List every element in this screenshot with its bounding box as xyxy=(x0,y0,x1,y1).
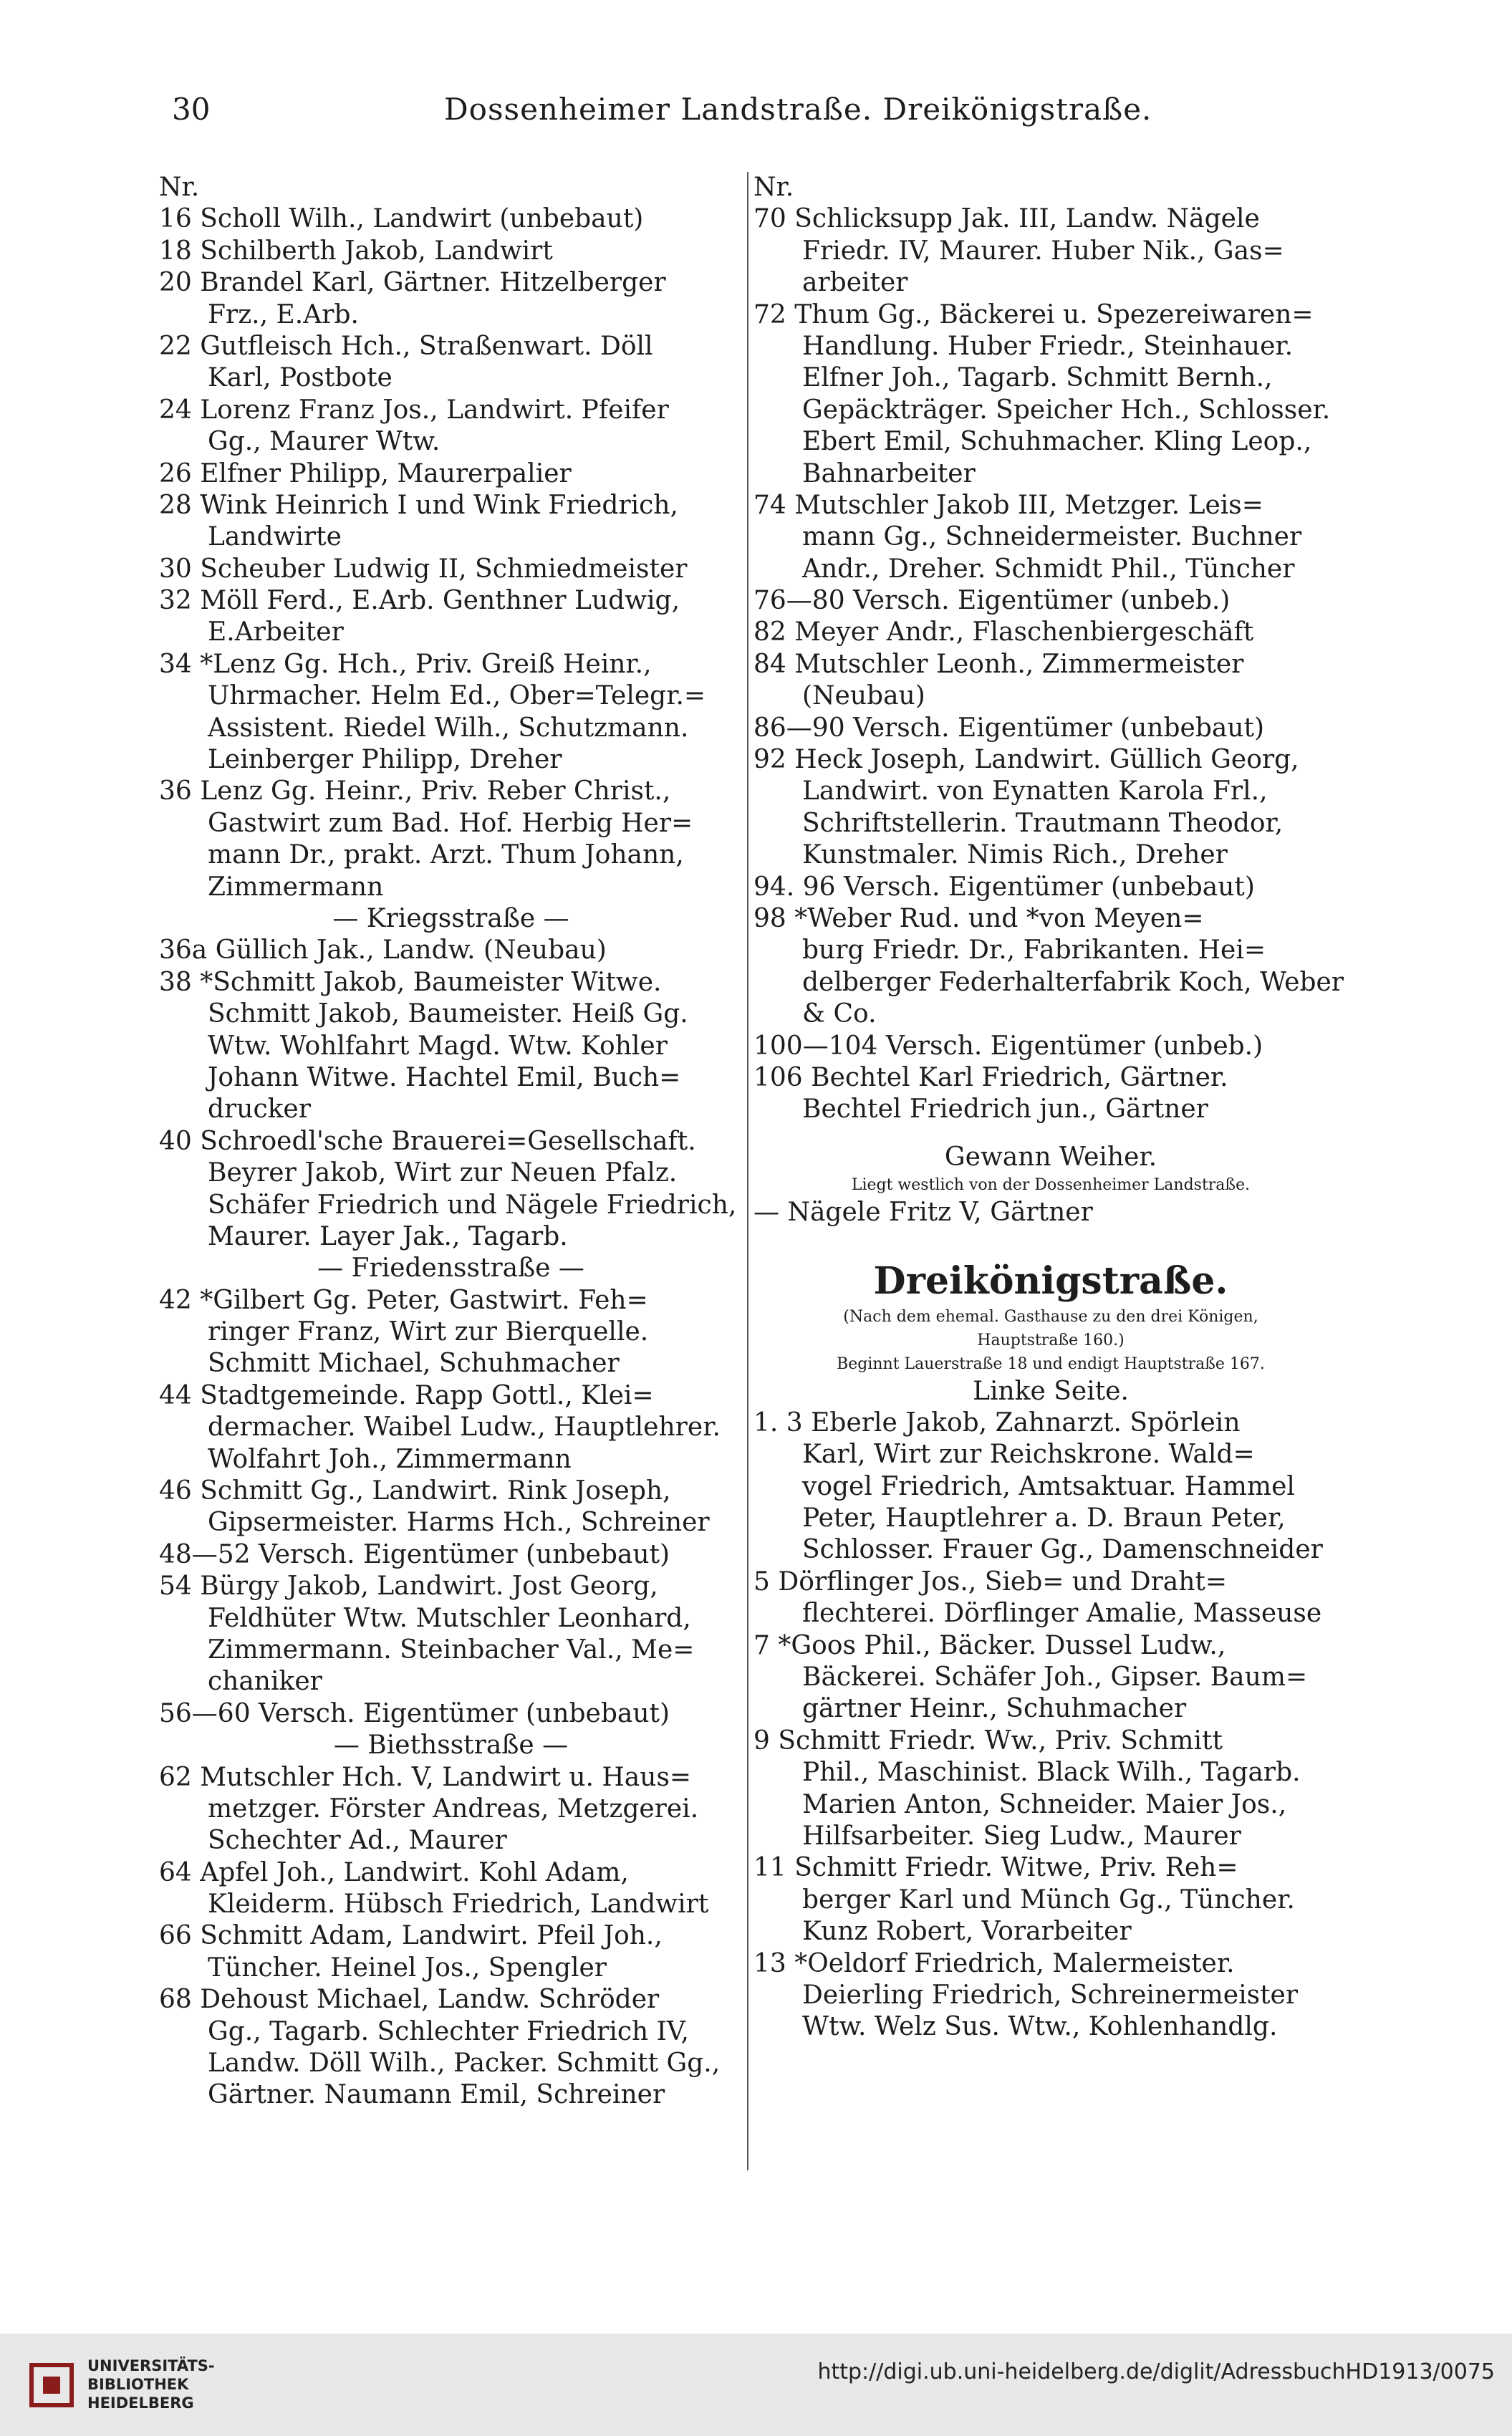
section-heading: Dreikönigstraße. xyxy=(873,1258,1228,1303)
entry-line: Uhrmacher. Helm Ed., Ober=Telegr.= xyxy=(208,681,706,711)
entry-line: — Nägele Fritz V, Gärtner xyxy=(753,1198,1093,1228)
library-name-line: HEIDELBERG xyxy=(87,2394,194,2412)
entry-line: mann Dr., prakt. Arzt. Thum Johann, xyxy=(208,840,684,870)
entry-line: Bahnarbeiter xyxy=(802,458,976,488)
entry-line: 68 Dehoust Michael, Landw. Schröder xyxy=(159,1985,660,2015)
library-name-line: UNIVERSITÄTS- xyxy=(87,2357,215,2374)
entry-line: 13 *Oeldorf Friedrich, Malermeister. xyxy=(753,1948,1235,1978)
entry-line: arbeiter xyxy=(802,268,908,298)
entry-line: 106 Bechtel Karl Friedrich, Gärtner. xyxy=(753,1062,1228,1092)
entry-line: 46 Schmitt Gg., Landwirt. Rink Joseph, xyxy=(159,1476,671,1506)
page-number: 30 xyxy=(172,92,211,127)
entry-line: Gewann Weiher. xyxy=(944,1142,1157,1172)
entry-line: 24 Lorenz Franz Jos., Landwirt. Pfeifer xyxy=(159,395,669,425)
right-column xyxy=(753,172,1348,2043)
entry-line: 42 *Gilbert Gg. Peter, Gastwirt. Feh= xyxy=(159,1285,648,1315)
entry-line: Peter, Hauptlehrer a. D. Braun Peter, xyxy=(802,1503,1286,1534)
entry-line: 20 Brandel Karl, Gärtner. Hitzelberger xyxy=(159,268,666,298)
entry-line: Johann Witwe. Hachtel Emil, Buch= xyxy=(208,1062,681,1092)
library-name-line: BIBLIOTHEK xyxy=(87,2376,189,2393)
entry-line: Liegt westlich von der Dossenheimer Landstraße. xyxy=(851,1176,1251,1195)
entry-line: Hilfsarbeiter. Sieg Ludw., Maurer xyxy=(802,1821,1241,1851)
entry-line: Gepäckträger. Speicher Hch., Schlosser. xyxy=(802,395,1331,425)
entry-line: Kunz Robert, Vorarbeiter xyxy=(802,1917,1132,1947)
entry-line: (Nach dem ehemal. Gasthause zu den drei Königen, xyxy=(843,1307,1258,1326)
entry-line: Landwirt. von Eynatten Karola Frl., xyxy=(802,776,1268,807)
entry-line: dermacher. Waibel Ludw., Hauptlehrer. xyxy=(208,1412,721,1443)
entry-line: 40 Schroedl'sche Brauerei=Gesellschaft. xyxy=(159,1126,696,1156)
entry-line: 72 Thum Gg., Bäckerei u. Spezereiwaren= xyxy=(753,299,1314,329)
entry-line: 54 Bürgy Jakob, Landwirt. Jost Georg, xyxy=(159,1571,658,1602)
entry-line: Beyrer Jakob, Wirt zur Neuen Pfalz. xyxy=(208,1158,678,1188)
entry-line: 86—90 Versch. Eigentümer (unbebaut) xyxy=(753,713,1265,743)
entry-line: Zimmermann xyxy=(208,872,384,902)
entry-line: Karl, Postbote xyxy=(208,363,393,393)
entry-line: Nr. xyxy=(753,173,794,202)
entry-line: Wolfahrt Joh., Zimmermann xyxy=(208,1444,572,1474)
entry-line: Assistent. Riedel Wilh., Schutzmann. xyxy=(208,713,689,743)
entry-line: Frz., E.Arb. xyxy=(208,299,359,329)
entry-line: 74 Mutschler Jakob III, Metzger. Leis= xyxy=(753,490,1263,520)
entry-line: 36 Lenz Gg. Heinr., Priv. Reber Christ., xyxy=(159,776,671,807)
entry-line: Gg., Tagarb. Schlechter Friedrich IV, xyxy=(208,2016,689,2046)
entry-line: Linke Seite. xyxy=(973,1376,1129,1406)
entry-line: Landwirte xyxy=(208,522,342,552)
entry-line: Schmitt Michael, Schuhmacher xyxy=(208,1349,620,1379)
entry-line: Friedr. IV, Maurer. Huber Nik., Gas= xyxy=(802,236,1284,266)
entry-line: 98 *Weber Rud. und *von Meyen= xyxy=(753,903,1204,933)
entry-line: Ebert Emil, Schuhmacher. Kling Leop., xyxy=(802,427,1312,457)
entry-line: — Kriegsstraße — xyxy=(332,903,569,933)
entry-line: Tüncher. Heinel Jos., Spengler xyxy=(208,1953,607,1983)
entry-line: Schmitt Jakob, Baumeister. Heiß Gg. xyxy=(208,999,688,1029)
entry-line: metzger. Förster Andreas, Metzgerei. xyxy=(208,1794,699,1824)
entry-line: — Biethsstraße — xyxy=(333,1730,569,1761)
entry-line: 48—52 Versch. Eigentümer (unbebaut) xyxy=(159,1539,670,1569)
entry-line: 38 *Schmitt Jakob, Baumeister Witwe. xyxy=(159,967,662,997)
entry-line: & Co. xyxy=(802,999,877,1029)
entry-line: drucker xyxy=(208,1094,311,1125)
entry-line: delberger Federhalterfabrik Koch, Weber xyxy=(802,967,1344,997)
entry-line: Elfner Joh., Tagarb. Schmitt Bernh., xyxy=(802,363,1273,393)
library-logo-icon xyxy=(29,2362,74,2408)
spacer xyxy=(753,1229,1348,1245)
entry-line: — Friedensstraße — xyxy=(317,1253,584,1284)
entry-line: 34 *Lenz Gg. Hch., Priv. Greiß Heinr., xyxy=(159,649,652,679)
entry-line: Leinberger Philipp, Dreher xyxy=(208,745,562,775)
entry-line: 92 Heck Joseph, Landwirt. Güllich Georg, xyxy=(753,745,1299,775)
entry-line: 66 Schmitt Adam, Landwirt. Pfeil Joh., xyxy=(159,1921,663,1951)
entry-line: 18 Schilberth Jakob, Landwirt xyxy=(159,236,553,266)
entry-line: (Neubau) xyxy=(802,681,925,711)
entry-line: 70 Schlicksupp Jak. III, Landw. Nägele xyxy=(753,204,1260,234)
entry-line: Maurer. Layer Jak., Tagarb. xyxy=(208,1221,568,1251)
entry-line: 84 Mutschler Leonh., Zimmermeister xyxy=(753,649,1244,679)
entry-line: Gg., Maurer Wtw. xyxy=(208,427,440,457)
entry-line: 30 Scheuber Ludwig II, Schmiedmeister xyxy=(159,554,688,584)
spacer xyxy=(753,1126,1348,1142)
entry-line: Gipsermeister. Harms Hch., Schreiner xyxy=(208,1508,710,1538)
entry-line: Andr., Dreher. Schmidt Phil., Tüncher xyxy=(802,554,1295,584)
entry-line: 7 *Goos Phil., Bäcker. Dussel Ludw., xyxy=(753,1630,1226,1660)
entry-line: 11 Schmitt Friedr. Witwe, Priv. Reh= xyxy=(753,1853,1238,1883)
entry-line: Bäckerei. Schäfer Joh., Gipser. Baum= xyxy=(802,1662,1308,1693)
entry-line: 100—104 Versch. Eigentümer (unbeb.) xyxy=(753,1031,1263,1061)
entry-line: 5 Dörflinger Jos., Sieb= und Draht= xyxy=(753,1566,1228,1597)
left-column xyxy=(159,172,743,2112)
entry-line: 64 Apfel Joh., Landwirt. Kohl Adam, xyxy=(159,1857,629,1887)
entry-line: Handlung. Huber Friedr., Steinhauer. xyxy=(802,331,1294,361)
entry-line: vogel Friedrich, Amtsaktuar. Hammel xyxy=(802,1471,1295,1501)
running-title: Dossenheimer Landstraße. Dreikönigstraße. xyxy=(444,92,1152,127)
entry-line: 94. 96 Versch. Eigentümer (unbebaut) xyxy=(753,872,1255,902)
entry-line: Nr. xyxy=(159,173,200,202)
entry-line: Marien Anton, Schneider. Maier Jos., xyxy=(802,1789,1287,1819)
entry-line: Phil., Maschinist. Black Wilh., Tagarb. xyxy=(802,1758,1301,1788)
entry-line: Kunstmaler. Nimis Rich., Dreher xyxy=(802,840,1228,870)
entry-line: 16 Scholl Wilh., Landwirt (unbebaut) xyxy=(159,204,644,234)
entry-line: Bechtel Friedrich jun., Gärtner xyxy=(802,1094,1208,1125)
entry-line: E.Arbeiter xyxy=(208,617,344,647)
entry-line: 28 Wink Heinrich I und Wink Friedrich, xyxy=(159,490,678,520)
entry-line: 32 Möll Ferd., E.Arb. Genthner Ludwig, xyxy=(159,586,680,616)
entry-line: 36a Güllich Jak., Landw. (Neubau) xyxy=(159,935,607,966)
column-divider xyxy=(747,172,748,2170)
entry-line: 62 Mutschler Hch. V, Landwirt u. Haus= xyxy=(159,1762,692,1792)
entry-line: 22 Gutfleisch Hch., Straßenwart. Döll xyxy=(159,331,653,361)
entry-line: Wtw. Welz Sus. Wtw., Kohlenhandlg. xyxy=(802,2012,1278,2042)
entry-line: Landw. Döll Wilh., Packer. Schmitt Gg., xyxy=(208,2049,721,2079)
entry-line: Beginnt Lauerstraße 18 und endigt Hauptstraße 167. xyxy=(837,1354,1265,1373)
entry-line: flechterei. Dörflinger Amalie, Masseuse xyxy=(802,1599,1322,1629)
entry-line: gärtner Heinr., Schuhmacher xyxy=(802,1694,1187,1724)
entry-line: 44 Stadtgemeinde. Rapp Gottl., Klei= xyxy=(159,1380,654,1410)
library-name xyxy=(87,2356,215,2412)
entry-line: 9 Schmitt Friedr. Ww., Priv. Schmitt xyxy=(753,1725,1223,1756)
entry-line: Gastwirt zum Bad. Hof. Herbig Her= xyxy=(208,808,693,838)
entry-line: Zimmermann. Steinbacher Val., Me= xyxy=(208,1635,695,1665)
entry-line: 76—80 Versch. Eigentümer (unbeb.) xyxy=(753,586,1231,616)
entry-line: berger Karl und Münch Gg., Tüncher. xyxy=(802,1884,1295,1915)
entry-line: 82 Meyer Andr., Flaschenbiergeschäft xyxy=(753,617,1254,647)
entry-line: Hauptstraße 160.) xyxy=(977,1331,1125,1349)
entry-line: Gärtner. Naumann Emil, Schreiner xyxy=(208,2080,665,2110)
entry-line: Kleiderm. Hübsch Friedrich, Landwirt xyxy=(208,1889,709,1920)
footer-bar xyxy=(0,2334,1512,2436)
source-url-link[interactable]: http://digi.ub.uni-heidelberg.de/diglit/AdressbuchHD1913/0075 xyxy=(817,2359,1495,2384)
entry-line: Schriftstellerin. Trautmann Theodor, xyxy=(802,808,1284,838)
entry-line: Feldhüter Wtw. Mutschler Leonhard, xyxy=(208,1603,691,1633)
entry-line: burg Friedr. Dr., Fabrikanten. Hei= xyxy=(802,935,1266,966)
entry-line: ringer Franz, Wirt zur Bierquelle. xyxy=(208,1317,649,1347)
entry-line: 26 Elfner Philipp, Maurerpalier xyxy=(159,458,572,488)
entry-line: Schäfer Friedrich und Nägele Friedrich, xyxy=(208,1190,737,1220)
entry-line: Deierling Friedrich, Schreinermeister xyxy=(802,1980,1299,2010)
entry-line: Schechter Ad., Maurer xyxy=(208,1826,507,1856)
entry-line: mann Gg., Schneidermeister. Buchner xyxy=(802,522,1302,552)
entry-line: 56—60 Versch. Eigentümer (unbebaut) xyxy=(159,1698,670,1728)
entry-line: chaniker xyxy=(208,1667,322,1697)
entry-line: 1. 3 Eberle Jakob, Zahnarzt. Spörlein xyxy=(753,1407,1241,1438)
entry-line: Karl, Wirt zur Reichskrone. Wald= xyxy=(802,1440,1255,1470)
entry-line: Wtw. Wohlfahrt Magd. Wtw. Kohler xyxy=(208,1031,668,1061)
entry-line: Schlosser. Frauer Gg., Damenschneider xyxy=(802,1535,1323,1565)
